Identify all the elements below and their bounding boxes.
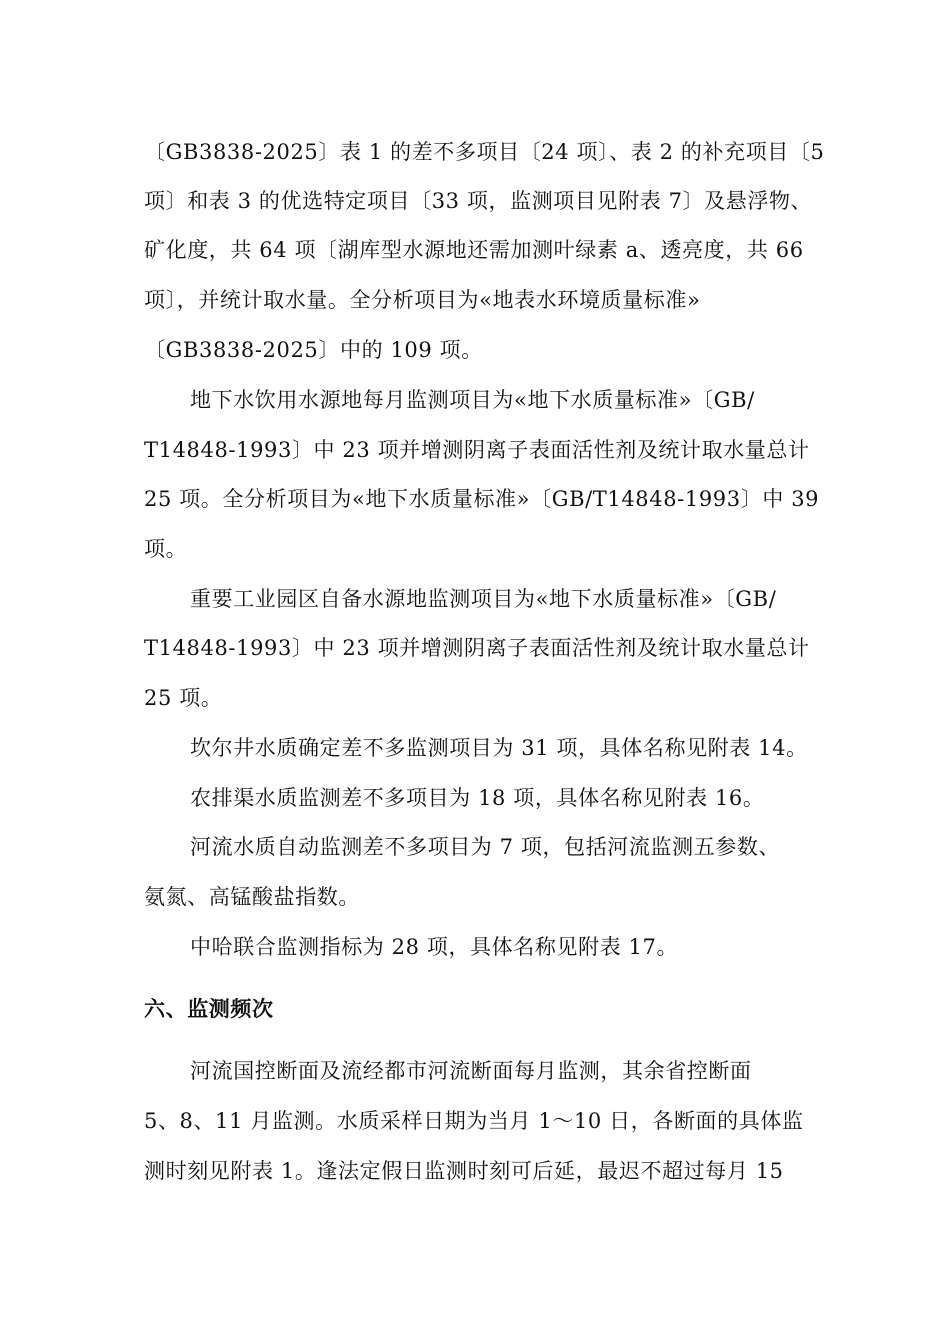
paragraph-line: T14848-1993〕中 23 项并增测阴离子表面活性剂及统计取水量总计 (144, 636, 810, 660)
paragraph-line: 〔GB3838-2025〕中的 109 项。 (144, 338, 483, 362)
paragraph-line: 氨氮、高锰酸盐指数。 (144, 885, 360, 909)
paragraph-line: 25 项。 (144, 686, 223, 710)
paragraph-line: 5、8、11 月监测。水质采样日期为当月 1～10 日，各断面的具体监 (144, 1109, 804, 1133)
paragraph-line: 农排渠水质监测差不多项目为 18 项，具体名称见附表 16。 (190, 786, 765, 810)
paragraph-line: 重要工业园区自备水源地监测项目为«地下水质量标准»〔GB/ (190, 587, 777, 611)
paragraph-line: 矿化度，共 64 项〔湖库型水源地还需加测叶绿素 a、透亮度，共 66 (144, 238, 804, 262)
paragraph-line: 河流水质自动监测差不多项目为 7 项，包括河流监测五参数、 (190, 835, 781, 859)
paragraph-line: T14848-1993〕中 23 项并增测阴离子表面活性剂及统计取水量总计 (144, 438, 810, 462)
paragraph-line: 地下水饮用水源地每月监测项目为«地下水质量标准»〔GB/ (190, 388, 755, 412)
paragraph-line: 项〕，并统计取水量。全分析项目为«地表水环境质量标准» (144, 288, 701, 312)
paragraph-line: 测时刻见附表 1。逢法定假日监测时刻可后延，最迟不超过每月 15 (144, 1159, 784, 1183)
paragraph-line: 25 项。全分析项目为«地下水质量标准»〔GB/T14848-1993〕中 39 (144, 487, 820, 511)
paragraph-line: 项。 (144, 537, 188, 561)
paragraph-line: 坎尔井水质确定差不多监测项目为 31 项，具体名称见附表 14。 (190, 736, 808, 760)
paragraph-line: 河流国控断面及流经都市河流断面每月监测，其余省控断面 (190, 1059, 752, 1083)
paragraph-line: 〔GB3838-2025〕表 1 的差不多项目〔24 项〕、表 2 的补充项目〔5 (144, 140, 825, 164)
paragraph-line: 中哈联合监测指标为 28 项，具体名称见附表 17。 (190, 935, 679, 959)
section-heading: 六、监测频次 (144, 997, 274, 1021)
paragraph-line: 项〕和表 3 的优选特定项目〔33 项，监测项目见附表 7〕及悬浮物、 (144, 189, 813, 213)
